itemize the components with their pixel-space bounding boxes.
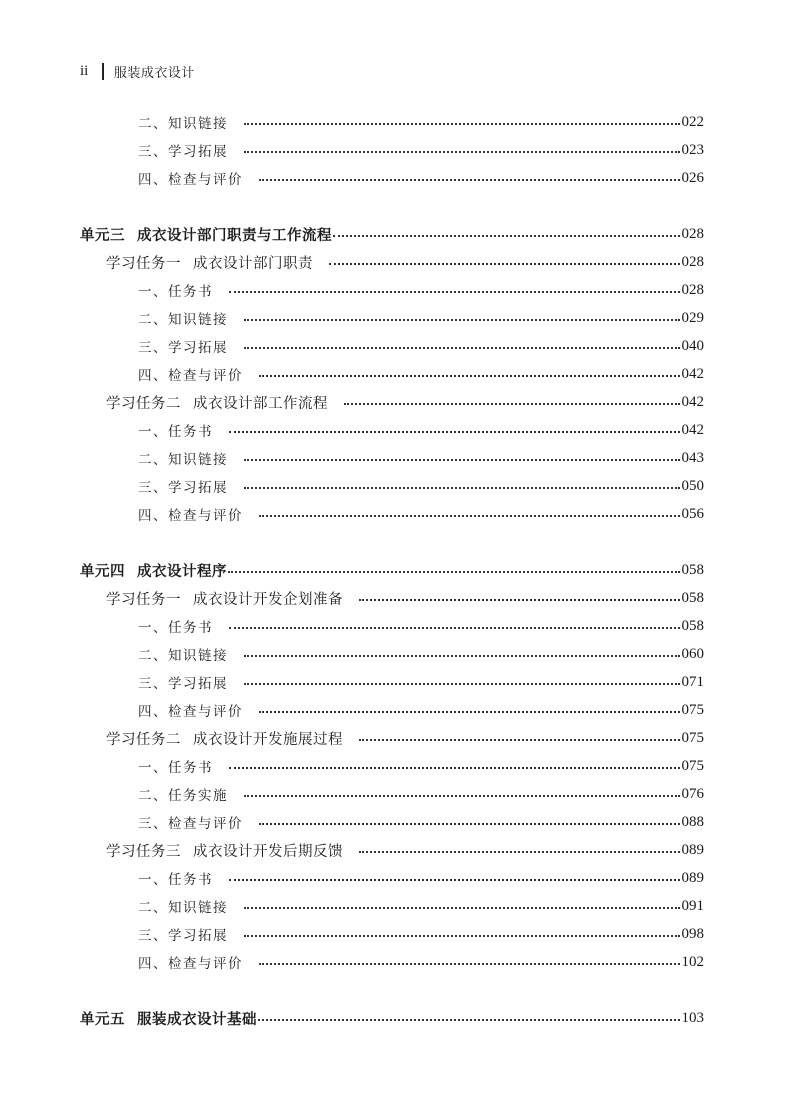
dot-leader xyxy=(359,850,680,853)
toc-entry-sub[interactable] xyxy=(138,780,704,808)
toc-page-number: 056 xyxy=(681,505,704,522)
toc-entry-label xyxy=(106,728,343,749)
toc-entry-task[interactable] xyxy=(106,584,704,612)
toc-entry-task[interactable] xyxy=(106,724,704,752)
dot-leader xyxy=(229,766,680,769)
toc-entry-label: 四、检查与评价 xyxy=(138,508,243,524)
toc-entry-task[interactable] xyxy=(106,836,704,864)
toc-entry-label: 一、任务书 xyxy=(138,760,213,776)
toc-entry-sub[interactable] xyxy=(138,276,704,304)
toc-entry-label: 二、任务实施 xyxy=(138,788,228,804)
toc-entry-sub[interactable] xyxy=(138,444,704,472)
toc-entry-task[interactable] xyxy=(106,248,704,276)
dot-leader xyxy=(259,822,680,825)
toc-entry-label xyxy=(106,252,313,273)
toc-entry-label: 一、任务书 xyxy=(138,872,213,888)
toc-entry-label: 三、学习拓展 xyxy=(138,340,228,356)
toc-entry-title: 成衣设计部门职责 xyxy=(193,255,313,272)
toc-entry-sub[interactable] xyxy=(138,808,704,836)
toc-entry-sub[interactable] xyxy=(138,360,704,388)
book-title: 服装成衣设计 xyxy=(113,65,195,81)
toc-entry-prefix: 学习任务三 xyxy=(106,843,181,860)
dot-leader xyxy=(259,374,680,377)
toc-entry-sub[interactable] xyxy=(138,696,704,724)
toc-page-number: 043 xyxy=(681,449,704,466)
toc-page-number: 042 xyxy=(681,393,704,410)
toc-entry-sub[interactable] xyxy=(138,920,704,948)
page-number: ii xyxy=(80,62,89,79)
toc-entry-title: 成衣设计部门职责与工作流程 xyxy=(137,227,332,244)
toc-entry-sub[interactable] xyxy=(138,304,704,332)
toc-entry-label: 一、任务书 xyxy=(138,284,213,300)
toc-entry-label: 二、知识链接 xyxy=(138,452,228,468)
toc-entry-prefix: 单元五 xyxy=(80,1011,125,1028)
toc-entry-label: 二、知识链接 xyxy=(138,116,228,132)
toc-page-number: 028 xyxy=(681,253,704,270)
toc-page-number: 058 xyxy=(681,561,704,578)
toc-page-number: 028 xyxy=(681,225,704,242)
toc-entry-prefix: 学习任务一 xyxy=(106,255,181,272)
toc-page-number: 089 xyxy=(681,841,704,858)
toc-entry-prefix: 学习任务一 xyxy=(106,591,181,608)
toc-page-number: 060 xyxy=(681,645,704,662)
toc-page-number: 042 xyxy=(681,421,704,438)
dot-leader xyxy=(244,794,680,797)
dot-leader xyxy=(228,570,680,573)
header-divider xyxy=(102,63,104,80)
toc-page-number: 071 xyxy=(681,673,704,690)
dot-leader xyxy=(229,430,680,433)
dot-leader xyxy=(244,682,680,685)
toc-page-number: 040 xyxy=(681,337,704,354)
toc-entry-title: 成衣设计程序 xyxy=(137,563,227,580)
toc-page-number: 058 xyxy=(681,589,704,606)
toc-entry-label: 二、知识链接 xyxy=(138,900,228,916)
toc-entry-sub[interactable] xyxy=(138,416,704,444)
toc-entry-label: 四、检查与评价 xyxy=(138,704,243,720)
toc-page-number: 058 xyxy=(681,617,704,634)
toc-entry-label: 二、知识链接 xyxy=(138,648,228,664)
dot-leader xyxy=(229,626,680,629)
dot-leader xyxy=(244,458,680,461)
dot-leader xyxy=(244,906,680,909)
toc-entry-prefix: 学习任务二 xyxy=(106,395,181,412)
toc-entry-title: 成衣设计开发施展过程 xyxy=(193,731,343,748)
toc-entry-unit[interactable] xyxy=(80,220,704,248)
toc-entry-sub[interactable] xyxy=(138,500,704,528)
toc-page-number: 089 xyxy=(681,869,704,886)
dot-leader xyxy=(329,262,680,265)
dot-leader xyxy=(244,654,680,657)
toc-entry-label: 三、学习拓展 xyxy=(138,480,228,496)
toc-page-number: 076 xyxy=(681,785,704,802)
toc-entry-task[interactable] xyxy=(106,388,704,416)
toc-entry-label: 三、学习拓展 xyxy=(138,928,228,944)
toc-entry-sub[interactable] xyxy=(138,332,704,360)
toc-page-number: 022 xyxy=(681,113,704,130)
dot-leader xyxy=(244,934,680,937)
toc-entry-title: 成衣设计部工作流程 xyxy=(193,395,328,412)
dot-leader xyxy=(359,598,680,601)
toc-entry-sub[interactable] xyxy=(138,864,704,892)
dot-leader xyxy=(359,738,680,741)
toc-entry-label: 三、检查与评价 xyxy=(138,816,243,832)
toc-entry-title: 服装成衣设计基础 xyxy=(137,1011,257,1028)
toc-entry-prefix: 学习任务二 xyxy=(106,731,181,748)
toc-entry-label: 三、学习拓展 xyxy=(138,144,228,160)
dot-leader xyxy=(244,318,680,321)
dot-leader xyxy=(229,878,680,881)
dot-leader xyxy=(244,122,680,125)
toc-entry-sub[interactable] xyxy=(138,612,704,640)
toc-entry-sub[interactable] xyxy=(138,668,704,696)
toc-page-number: 103 xyxy=(681,1009,704,1026)
dot-leader xyxy=(259,178,680,181)
toc-page-number: 075 xyxy=(681,729,704,746)
toc-page-number: 042 xyxy=(681,365,704,382)
toc-entry-label: 一、任务书 xyxy=(138,620,213,636)
toc-page-number: 029 xyxy=(681,309,704,326)
toc-page-number: 098 xyxy=(681,925,704,942)
toc-entry-unit[interactable] xyxy=(80,1004,704,1032)
toc-page-number: 023 xyxy=(681,141,704,158)
dot-leader xyxy=(259,710,680,713)
toc-entry-label: 四、检查与评价 xyxy=(138,368,243,384)
toc-page-number: 026 xyxy=(681,169,704,186)
toc-page-number: 088 xyxy=(681,813,704,830)
toc-entry-sub[interactable] xyxy=(138,136,704,164)
toc-entry-title: 成衣设计开发后期反馈 xyxy=(193,843,343,860)
toc-entry-prefix: 单元三 xyxy=(80,227,125,244)
toc-entry-label xyxy=(106,588,343,609)
dot-leader xyxy=(244,346,680,349)
toc-entry-sub[interactable] xyxy=(138,892,704,920)
running-header xyxy=(80,61,195,81)
toc-page-number: 050 xyxy=(681,477,704,494)
toc-entry-label xyxy=(106,392,328,413)
toc-page-number: 075 xyxy=(681,701,704,718)
toc-entry-label: 三、学习拓展 xyxy=(138,676,228,692)
dot-leader xyxy=(259,514,680,517)
toc-page-number: 102 xyxy=(681,953,704,970)
toc-page-number: 091 xyxy=(681,897,704,914)
toc-entry-title: 成衣设计开发企划准备 xyxy=(193,591,343,608)
toc-entry-sub[interactable] xyxy=(138,752,704,780)
toc-entry-label xyxy=(106,840,343,861)
toc-entry-prefix: 单元四 xyxy=(80,563,125,580)
toc-entry-label xyxy=(80,1008,257,1029)
toc-entry-label: 四、检查与评价 xyxy=(138,956,243,972)
toc-entry-sub[interactable] xyxy=(138,948,704,976)
dot-leader xyxy=(229,290,680,293)
toc-entry-label: 一、任务书 xyxy=(138,424,213,440)
dot-leader xyxy=(244,486,680,489)
dot-leader xyxy=(258,1018,680,1021)
dot-leader xyxy=(244,150,680,153)
dot-leader xyxy=(344,402,680,405)
toc-entry-label: 二、知识链接 xyxy=(138,312,228,328)
toc-entry-sub[interactable] xyxy=(138,640,704,668)
dot-leader xyxy=(333,234,680,237)
toc-page-number: 028 xyxy=(681,281,704,298)
toc-entry-label: 四、检查与评价 xyxy=(138,172,243,188)
toc-entry-sub[interactable] xyxy=(138,108,704,136)
dot-leader xyxy=(259,962,680,965)
toc-entry-sub[interactable] xyxy=(138,472,704,500)
toc-entry-unit[interactable] xyxy=(80,556,704,584)
toc-page-number: 075 xyxy=(681,757,704,774)
toc-entry-label xyxy=(80,224,332,245)
toc-entry-sub[interactable] xyxy=(138,164,704,192)
toc-entry-label xyxy=(80,560,227,581)
